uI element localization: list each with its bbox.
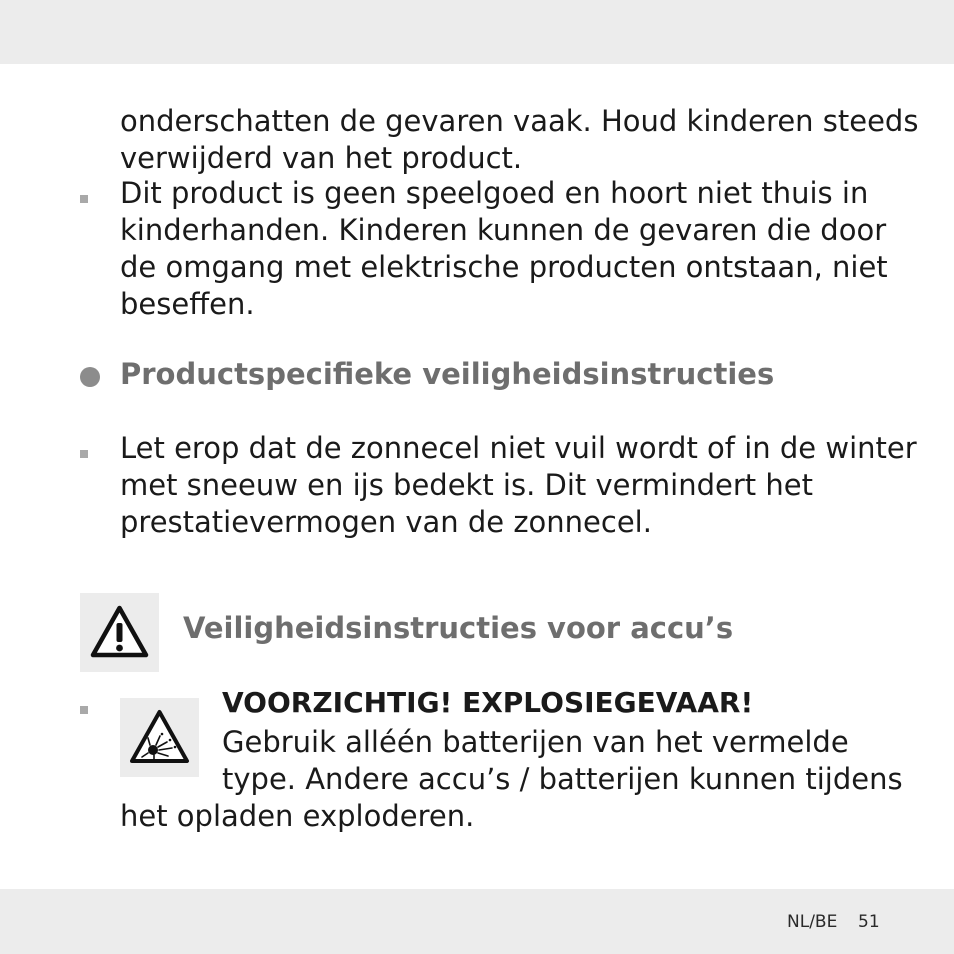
section-heading-battery-safety: Veiligheidsinstructies voor accu’s: [183, 611, 734, 645]
bullet1-line-1: Dit product is geen speelgoed en hoort niet thuis in: [120, 176, 869, 210]
warning-icon-box: [80, 593, 159, 672]
bullet2-line-3: prestatievermogen van de zonnecel.: [120, 505, 652, 539]
warning-triangle-icon: [80, 593, 159, 672]
bullet3-line-3: het opladen exploderen.: [120, 799, 475, 833]
bullet-square-icon: [80, 195, 88, 203]
intro-line-2: verwijderd van het product.: [120, 141, 523, 175]
bullet1-line-2: kinderhanden. Kinderen kunnen de gevaren die door: [120, 213, 887, 247]
caution-explosion-title: VOORZICHTIG! EXPLOSIEGEVAAR!: [222, 686, 754, 719]
bullet3-line-2: type. Andere accu’s / batterijen kunnen tijdens: [222, 762, 903, 796]
footer-page-number: 51: [858, 912, 880, 932]
footer-locale: NL/BE: [787, 912, 838, 932]
bullet3-line-1: Gebruik alléén batterijen van het vermelde: [222, 725, 849, 759]
bullet-square-icon: [80, 706, 88, 714]
explosive-hazard-icon: [120, 698, 199, 777]
section-heading-product-safety: Productspecifieke veiligheidsinstructies: [120, 357, 775, 391]
bullet2-line-2: met sneeuw en ijs bedekt is. Dit vermindert het: [120, 468, 813, 502]
top-band: [0, 0, 954, 64]
heading-dot-icon: [80, 367, 100, 387]
bullet1-line-3: de omgang met elektrische producten ontstaan, niet: [120, 250, 888, 284]
bullet-square-icon: [80, 450, 88, 458]
intro-line-1: onderschatten de gevaren vaak. Houd kinderen steeds: [120, 104, 919, 138]
explosive-icon-box: [120, 698, 199, 777]
bullet2-line-1: Let erop dat de zonnecel niet vuil wordt of in de winter: [120, 431, 917, 465]
bullet1-line-4: beseffen.: [120, 287, 255, 321]
